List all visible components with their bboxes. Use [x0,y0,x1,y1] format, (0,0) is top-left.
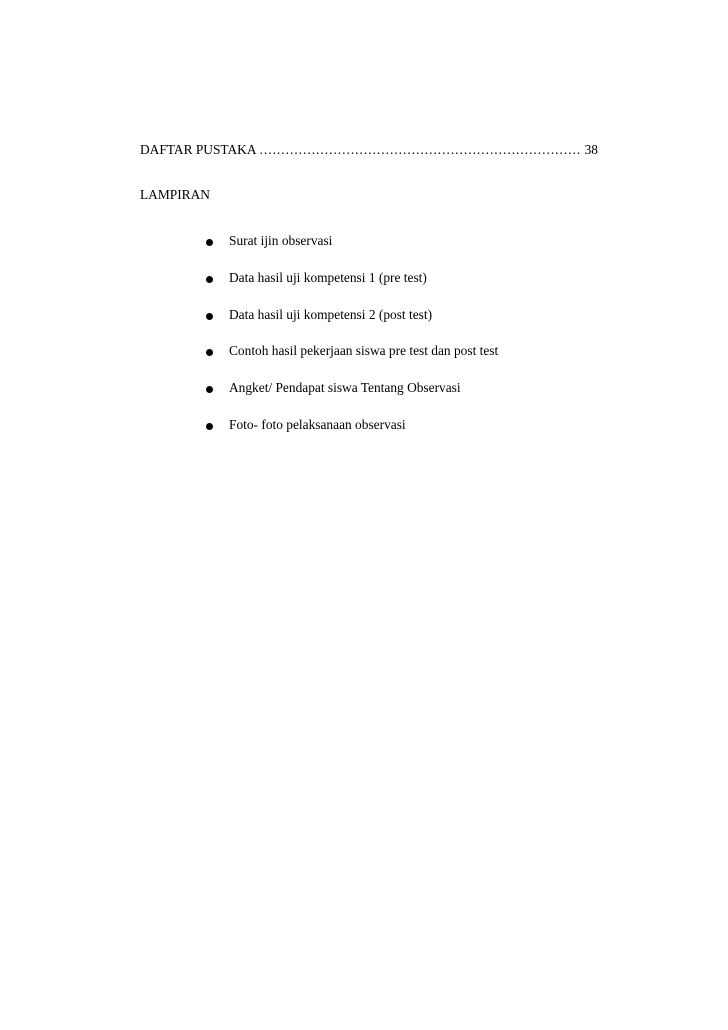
list-item [206,270,498,307]
bullet-icon [206,386,213,393]
list-item-label: Contoh hasil pekerjaan siswa pre test dan post test [229,343,499,359]
list-item-label: Foto- foto pelaksanaan observasi [229,416,406,432]
list-item-label: Data hasil uji kompetensi 2 (post test) [229,306,433,322]
bullet-icon [206,276,213,283]
list-item [206,380,498,417]
bullet-icon [206,313,213,320]
bullet-icon [206,349,213,356]
list-item [206,307,498,344]
bullet-icon [206,423,213,430]
list-item-label: Data hasil uji kompetensi 1 (pre test) [229,269,427,285]
list-item-label: Surat ijin observasi [229,233,333,248]
bullet-icon [206,239,213,246]
toc-entry-page-number: 38 [584,142,598,157]
toc-entry-label: DAFTAR PUSTAKA [140,142,257,157]
list-item [206,343,498,380]
lampiran-list [206,233,498,454]
toc-entry-daftar-pustaka [140,142,598,158]
list-item [206,417,498,454]
list-item-label: Angket/ Pendapat siswa Tentang Observasi [229,380,461,396]
list-item [206,233,498,270]
toc-leader-dots [260,142,582,158]
section-title-lampiran: LAMPIRAN [140,187,210,202]
